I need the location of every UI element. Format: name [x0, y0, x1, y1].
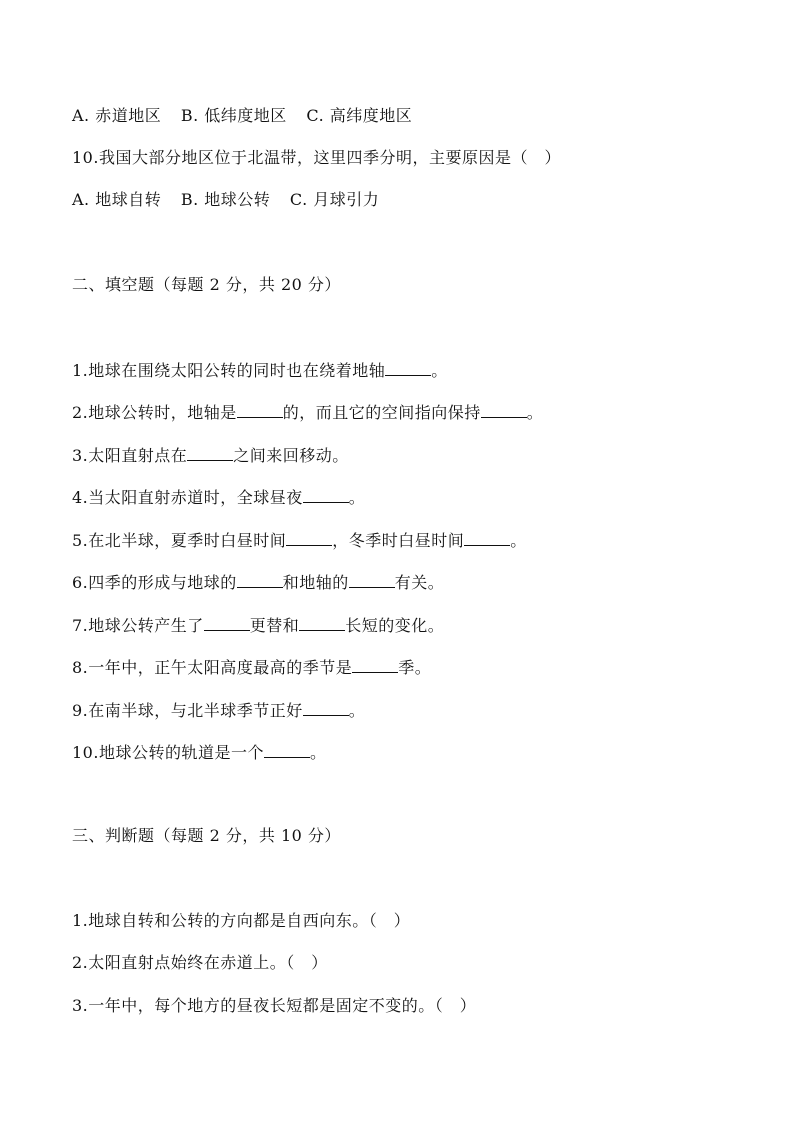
- fill-blank-q5: [72, 530, 527, 551]
- q10-options: [72, 190, 379, 210]
- answer-blank[interactable]: [303, 700, 349, 716]
- option-key: A.: [72, 106, 90, 125]
- answer-blank[interactable]: [264, 742, 310, 758]
- question-text: 季。: [398, 658, 432, 677]
- fill-blank-q6: [72, 572, 444, 593]
- question-text: 2.地球公转时，地轴是: [72, 403, 237, 422]
- question-text: 更替和: [249, 616, 300, 635]
- question-text: ，冬季时白昼时间: [332, 531, 465, 550]
- question-text: 9.在南半球，与北半球季节正好: [72, 701, 303, 720]
- option-text: 高纬度地区: [329, 106, 413, 125]
- section-heading-true-false: 三、判断题（每题 2 分，共 10 分）: [72, 826, 341, 845]
- true-false-item: 2.太阳直射点始终在赤道上。（ ）: [72, 953, 328, 972]
- option-key: A.: [72, 190, 90, 209]
- fill-blank-q3: [72, 445, 349, 466]
- answer-blank[interactable]: [303, 487, 349, 503]
- question-text: 3.太阳直射点在: [72, 446, 188, 465]
- question-text: 6.四季的形成与地球的: [72, 573, 237, 592]
- q10-stem: 10.我国大部分地区位于北温带，这里四季分明，主要原因是（ ）: [72, 148, 561, 167]
- question-text: 。: [526, 403, 544, 422]
- fill-blank-q9: [72, 700, 365, 721]
- true-false-item: 1.地球自转和公转的方向都是自西向东。（ ）: [72, 911, 411, 930]
- answer-blank[interactable]: [204, 615, 250, 631]
- answer-blank[interactable]: [237, 572, 283, 588]
- fill-blank-q1: [72, 360, 448, 381]
- fill-blank-q7: [72, 615, 444, 636]
- question-text: 10.地球公转的轨道是一个: [72, 743, 264, 762]
- answer-blank[interactable]: [481, 402, 527, 418]
- option-key: C.: [289, 190, 308, 209]
- answer-blank[interactable]: [299, 615, 345, 631]
- option-key: B.: [180, 190, 199, 209]
- true-false-item: 3.一年中，每个地方的昼夜长短都是固定不变的。（ ）: [72, 996, 477, 1015]
- fill-blank-q8: [72, 657, 431, 678]
- option-text: 地球自转: [95, 190, 162, 209]
- question-text: 8.一年中，正午太阳高度最高的季节是: [72, 658, 353, 677]
- fill-blank-q4: [72, 487, 365, 508]
- q9-options: [72, 106, 412, 126]
- question-text: 。: [510, 531, 527, 550]
- answer-blank[interactable]: [187, 445, 233, 461]
- answer-blank[interactable]: [286, 530, 332, 546]
- question-text: 4.当太阳直射赤道时，全球昼夜: [72, 488, 303, 507]
- answer-blank[interactable]: [464, 530, 510, 546]
- question-text: 长短的变化。: [345, 616, 445, 635]
- option-key: C.: [306, 106, 325, 125]
- option-key: B.: [180, 106, 199, 125]
- question-text: 。: [348, 488, 366, 507]
- question-text: 和地轴的: [282, 573, 349, 592]
- question-text: 5.在北半球，夏季时白昼时间: [72, 531, 287, 550]
- question-text: 的，而且它的空间指向保持: [282, 403, 481, 422]
- answer-blank[interactable]: [237, 402, 283, 418]
- question-text: 。: [431, 361, 448, 380]
- question-text: 有关。: [394, 573, 445, 592]
- fill-blank-q2: [72, 402, 543, 423]
- fill-blank-q10: [72, 742, 326, 763]
- section-heading-fill-blank: 二、填空题（每题 2 分，共 20 分）: [72, 275, 341, 294]
- option-text: 赤道地区: [95, 106, 162, 125]
- question-text: 之间来回移动。: [233, 446, 349, 465]
- question-text: 1.地球在围绕太阳公转的同时也在绕着地轴: [72, 361, 386, 380]
- option-text: 低纬度地区: [204, 106, 287, 125]
- question-text: 。: [309, 743, 327, 762]
- answer-blank[interactable]: [352, 657, 398, 673]
- question-text: 。: [348, 701, 366, 720]
- answer-blank[interactable]: [349, 572, 395, 588]
- question-text: 7.地球公转产生了: [72, 616, 204, 635]
- option-text: 地球公转: [204, 190, 271, 209]
- answer-blank[interactable]: [385, 360, 431, 376]
- option-text: 月球引力: [313, 190, 380, 209]
